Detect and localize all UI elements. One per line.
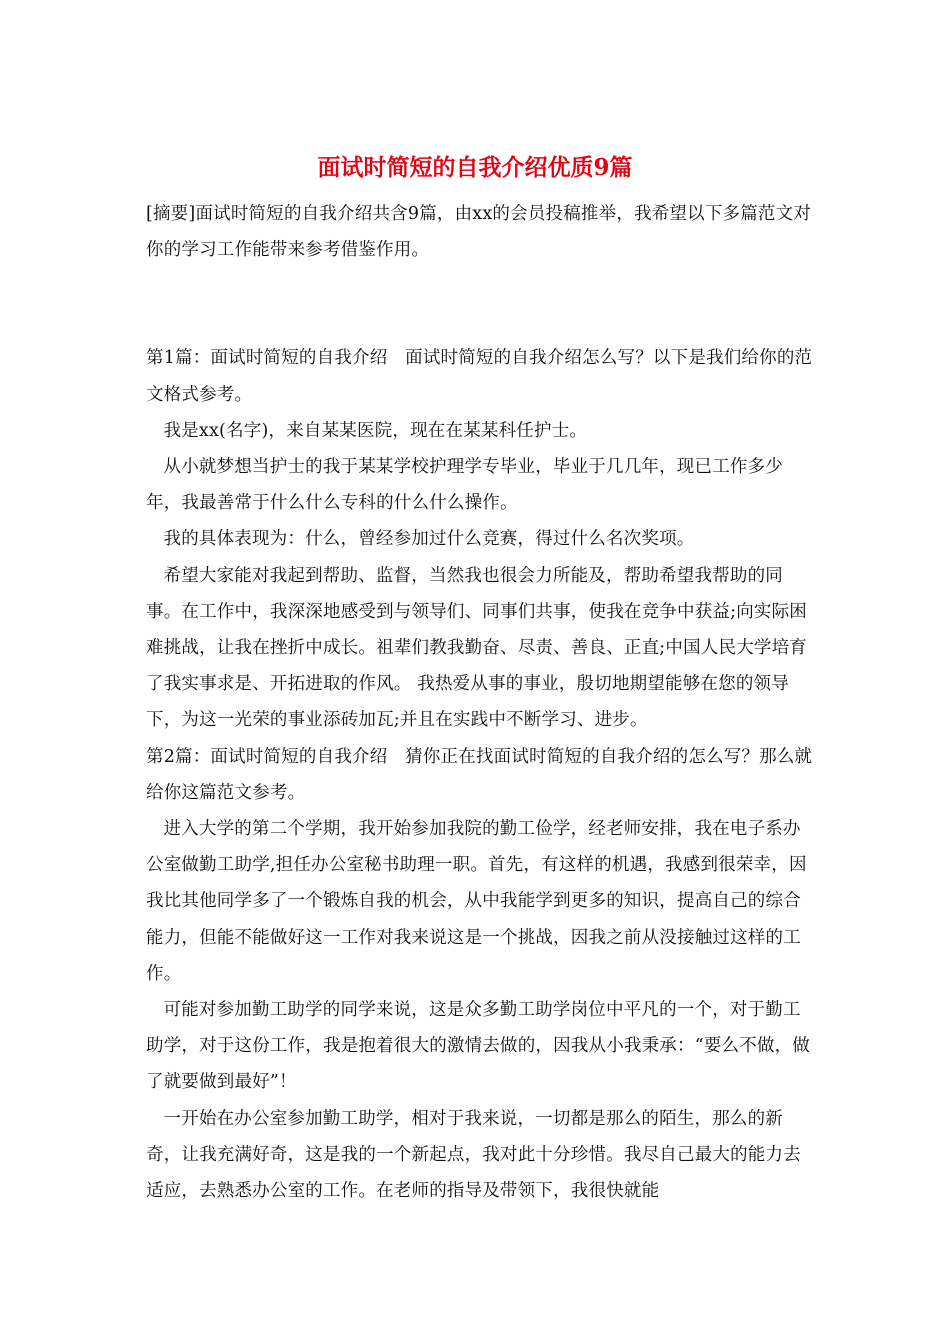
document-body [146, 196, 818, 1209]
body-paragraph: 我的具体表现为：什么，曾经参加过什么竞赛，得过什么名次奖项。 [163, 529, 695, 550]
body-paragraph: 我是xx(名字)，来自某某医院，现在在某某科任护士。 [163, 420, 588, 441]
body-paragraph: 一开始在办公室参加勤工助学，相对于我来说，一切都是那么的陌生，那么的新奇，让我充满好奇，这是我的一个新起点，我对此十分珍惜。我尽自己最大的能力去适应，去熟悉办公室的工作。在老师的指导及带领下，我很快就能 [146, 1108, 801, 1202]
section-1-heading-paragraph: 第1篇：面试时简短的自我介绍 面试时简短的自我介绍怎么写？以下是我们给你的范文格式参考。 [146, 348, 813, 405]
abstract-paragraph: [摘要]面试时简短的自我介绍共含9篇，由xx的会员投稿推举，我希望以下多篇范文对你的学习工作能带来参考借鉴作用。 [146, 204, 812, 261]
paragraph-spacer [146, 268, 818, 340]
document-title: 面试时简短的自我介绍优质9篇 [317, 154, 633, 181]
body-paragraph: 进入大学的第二个学期，我开始参加我院的勤工俭学，经老师安排，我在电子系办公室做勤工助学,担任办公室秘书助理一职。首先，有这样的机遇，我感到很荣幸，因我比其他同学多了一个锻炼自我的机会，从中我能学到更多的知识，提高自己的综合能力，但能不能做好这一工作对我来说这是一个挑战，因我之前从没接触过这样的工作。 [146, 819, 807, 984]
body-paragraph: 希望大家能对我起到帮助、监督，当然我也很会力所能及，帮助希望我帮助的同事。在工作中，我深深地感受到与领导们、同事们共事，使我在竞争中获益;向实际困难挑战，让我在挫折中成长。祖辈们教我勤奋、尽责、善良、正直;中国人民大学培育了我实事求是、开拓进取的作风。 我热爱从事的事业，殷切地期望能够在您的领导下，为这一光荣的事业添砖加瓦;并且在实践中不断学习、进步。 [146, 565, 807, 731]
body-paragraph: 从小就梦想当护士的我于某某学校护理学专毕业，毕业于几几年，现已工作多少年，我最善常于什么什么专科的什么什么操作。 [146, 457, 783, 514]
section-2-heading-paragraph: 第2篇：面试时简短的自我介绍 猜你正在找面试时简短的自我介绍的怎么写？那么就给你这篇范文参考。 [146, 746, 813, 803]
body-paragraph: 可能对参加勤工助学的同学来说，这是众多勤工助学岗位中平凡的一个，对于勤工助学，对于这份工作，我是抱着很大的激情去做的，因我从小我秉承：“要么不做，做了就要做到最好”！ [146, 1000, 811, 1093]
